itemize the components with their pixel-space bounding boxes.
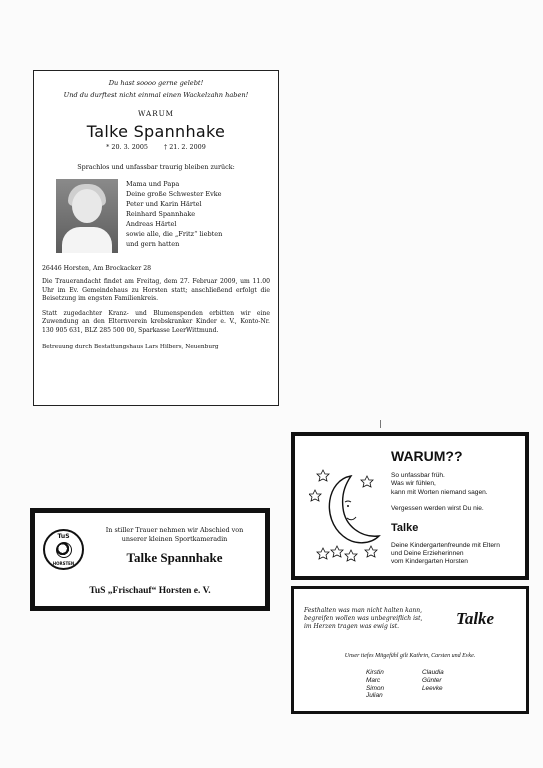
family-address: 26446 Horsten, Am Brockacker 28 bbox=[42, 265, 152, 272]
signatory-name: Simon bbox=[366, 684, 385, 692]
sports-club-notice bbox=[30, 508, 270, 611]
funeral-home-credit: Betreuung durch Bestattungshaus Lars Hilbers, Neuenburg bbox=[42, 343, 219, 350]
child-portrait-photo bbox=[56, 179, 118, 253]
signatories-left bbox=[366, 669, 384, 700]
family-name: Deine große Schwester Evke bbox=[126, 190, 222, 198]
condolence-line: Unser tiefes Mitgefühl gilt Kathrin, Carsten und Evke. bbox=[344, 653, 476, 659]
kita-signature-line: vom Kindergarten Horsten bbox=[391, 558, 468, 566]
friends-verse bbox=[304, 607, 454, 631]
club-intro-line-2: unserer kleinen Sportkameradin bbox=[121, 534, 228, 543]
death-date: † 21. 2. 2009 bbox=[164, 143, 206, 151]
family-name: sowie alle, die „Fritz“ liebten bbox=[126, 230, 223, 238]
main-obituary-notice bbox=[33, 70, 279, 406]
signatory-name: Leevke bbox=[422, 684, 443, 692]
kita-signature-line: und Deine Erzieherinnen bbox=[391, 550, 464, 558]
donation-request: Statt zugedachter Kranz- und Blumenspenden erbitten wir eine Zuwendung an den Elternverein krebskranker Kinder e. V., Konto-Nr. 130 905 631, BLZ 285 500 00, Sparkasse LeerWittmund. bbox=[42, 309, 270, 334]
friends-verse-line: begreifen wollen was unbegreiflich ist, bbox=[304, 615, 423, 622]
mourners-intro: Sprachlos und unfassbar traurig bleiben zurück: bbox=[77, 163, 235, 171]
signatory-name: Günter bbox=[422, 676, 442, 684]
crescent-moon-stars-icon bbox=[309, 462, 389, 562]
family-name: Andreas Härtel bbox=[126, 220, 177, 228]
birth-date: * 20. 3. 2005 bbox=[106, 143, 148, 151]
friends-notice bbox=[291, 586, 529, 714]
signatory-name: Kirstin bbox=[366, 669, 384, 676]
club-logo-town: HORSTEN bbox=[52, 561, 75, 566]
family-name: Mama und Papa bbox=[126, 180, 180, 188]
family-section bbox=[42, 179, 270, 253]
funeral-details: Die Trauerandacht findet am Freitag, dem 27. Februar 2009, um 11.00 Uhr im Ev. Gemeindehaus zu Horsten statt; anschließend erfolgt die Beisetzung im engsten Familienkreis. bbox=[42, 278, 270, 303]
club-logo-abbr: TuS bbox=[57, 533, 70, 540]
family-name: Peter und Karin Härtel bbox=[126, 200, 202, 208]
signatories-right bbox=[422, 669, 444, 692]
scan-mark bbox=[380, 420, 385, 428]
kita-line: So unfassbar früh. bbox=[391, 472, 445, 479]
family-name: Reinhard Spannhake bbox=[126, 210, 196, 218]
signatory-name: Marc bbox=[366, 676, 381, 684]
kita-deceased-name: Talke bbox=[391, 521, 419, 534]
kita-line: Vergessen werden wirst Du nie. bbox=[391, 505, 484, 513]
kindergarten-notice bbox=[291, 432, 529, 580]
kita-line: Was wir fühlen, bbox=[391, 480, 436, 488]
kita-signature-line: Deine Kindergartenfreunde mit Eltern bbox=[391, 541, 500, 549]
friends-verse-line: Festhalten was man nicht halten kann, bbox=[304, 607, 422, 614]
kita-line: kann mit Worten niemand sagen. bbox=[391, 488, 488, 496]
family-name: und gern hatten bbox=[126, 240, 180, 248]
club-intro-line-1: In stiller Trauer nehmen wir Abschied von bbox=[105, 525, 244, 534]
football-icon bbox=[56, 542, 72, 558]
club-logo bbox=[43, 529, 84, 570]
life-dates bbox=[42, 143, 270, 151]
verse-line-1: Du hast soooo gerne gelebt! bbox=[108, 79, 204, 87]
club-name: TuS „Frischauf“ Horsten e. V. bbox=[89, 586, 211, 596]
kita-title: WARUM?? bbox=[391, 448, 463, 464]
signatory-name: Claudia bbox=[422, 669, 444, 676]
warum-heading: WARUM bbox=[137, 109, 175, 118]
club-deceased-name: Talke Spannhake bbox=[126, 549, 223, 565]
friends-verse-line: im Herzen tragen was ewig ist. bbox=[304, 623, 400, 630]
family-names-list bbox=[126, 179, 222, 253]
friends-deceased-name: Talke bbox=[456, 609, 495, 628]
signatory-name: Julian bbox=[366, 692, 383, 700]
verse-line-2: Und du durftest nicht einmal einen Wackelzahn haben! bbox=[63, 91, 249, 99]
deceased-name: Talke Spannhake bbox=[86, 122, 226, 141]
